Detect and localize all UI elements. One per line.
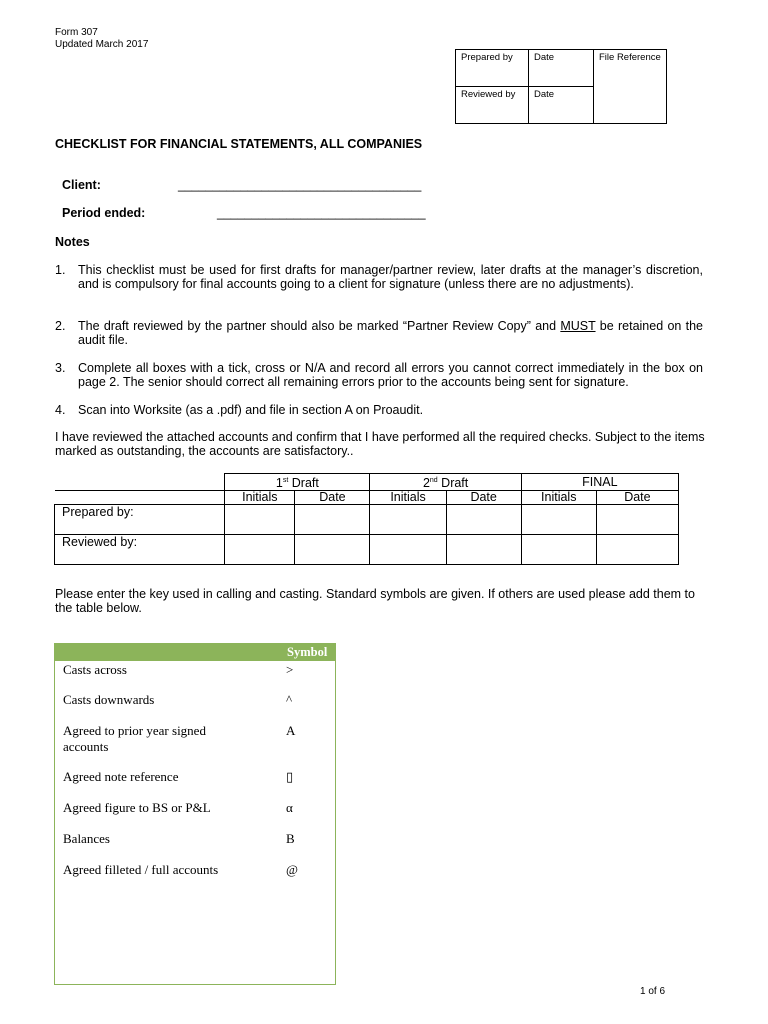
input-cell[interactable] (295, 505, 370, 535)
input-cell[interactable] (370, 505, 446, 535)
note-item (55, 319, 703, 347)
symbol-description: Agreed filleted / full accounts (63, 862, 219, 877)
symbol-glyph: B (286, 831, 295, 846)
header-ordinal: 1 (275, 476, 283, 491)
table-row (55, 535, 679, 565)
initials-header: Initials (370, 491, 446, 505)
key-instructions: Please enter the key used in calling and casting. Standard symbols are given. If others are used please add them to the table below. (55, 587, 695, 615)
note-number: 4. (55, 403, 66, 417)
note-number: 1. (55, 263, 66, 277)
input-cell[interactable] (596, 535, 678, 565)
reviewed-by-label: Reviewed by: (55, 535, 225, 565)
header-label: Draft (437, 476, 469, 491)
symbol-glyph: > (286, 662, 294, 677)
page-number: 1 of 6 (640, 986, 666, 997)
input-cell[interactable] (225, 505, 295, 535)
input-cell[interactable] (225, 535, 295, 565)
symbol-glyph: A (286, 723, 296, 738)
input-cell[interactable] (521, 505, 596, 535)
symbol-description: Agreed to prior year signed accounts (63, 723, 206, 754)
note-text: Scan into Worksite (as a .pdf) and file in section A on Proaudit. (78, 403, 424, 417)
note-item (55, 403, 703, 417)
note-text: Complete all boxes with a tick, cross or N/A and record all errors you cannot correct immediately in the box on page 2. The senior should correct all remaining errors prior to the accounts being sent for signature. (78, 361, 703, 389)
empty-corner-cell (55, 491, 225, 505)
initials-header: Initials (521, 491, 596, 505)
date-header: Date (446, 491, 521, 505)
client-field[interactable]: ___________________________________ (178, 178, 422, 192)
symbol-glyph: α (286, 800, 293, 815)
date-header: Date (295, 491, 370, 505)
note-number: 3. (55, 361, 66, 375)
note-text-part: be retained on the audit file. (78, 319, 703, 347)
symbol-glyph: @ (286, 862, 298, 877)
empty-corner-cell (55, 474, 225, 491)
page-title: CHECKLIST FOR FINANCIAL STATEMENTS, ALL COMPANIES (55, 137, 423, 151)
note-item (55, 263, 703, 291)
form-number: Form 307 (55, 27, 98, 38)
symbol-glyph: ▯ (286, 769, 294, 784)
final-header: FINAL (521, 474, 678, 491)
input-cell[interactable] (446, 535, 521, 565)
initials-header: Initials (225, 491, 295, 505)
input-cell[interactable] (596, 505, 678, 535)
symbol-description: Casts across (63, 662, 127, 677)
symbol-column-header: Symbol (287, 645, 328, 659)
note-text-part: The draft reviewed by the partner should also be marked “Partner Review Copy” and (78, 319, 561, 333)
note-text (78, 319, 703, 347)
input-cell[interactable] (521, 535, 596, 565)
input-cell[interactable] (446, 505, 521, 535)
date-header: Date (596, 491, 678, 505)
header-ordinal-suffix: nd (429, 477, 438, 484)
signoff-box (455, 49, 667, 124)
header-ordinal-suffix: st (282, 477, 289, 484)
client-label: Client: (62, 178, 101, 192)
period-ended-field[interactable]: ______________________________ (217, 206, 426, 220)
signoff-file-reference[interactable]: File Reference (594, 50, 667, 124)
notes-heading: Notes (55, 235, 90, 249)
signoff-date-2[interactable]: Date (529, 87, 594, 124)
drafts-signoff-table (54, 473, 679, 565)
symbol-description: Agreed note reference (63, 769, 179, 784)
first-draft-header (225, 474, 370, 491)
input-cell[interactable] (295, 535, 370, 565)
prepared-by-label: Prepared by: (55, 505, 225, 535)
note-number: 2. (55, 319, 66, 333)
header-label: Draft (288, 476, 319, 491)
symbol-description: Agreed figure to BS or P&L (63, 800, 211, 815)
signoff-reviewed-by[interactable]: Reviewed by (456, 87, 529, 124)
second-draft-header (370, 474, 521, 491)
form-header (55, 27, 148, 51)
input-cell[interactable] (370, 535, 446, 565)
table-row (55, 505, 679, 535)
note-emphasis: MUST (560, 319, 596, 333)
note-text: This checklist must be used for first drafts for manager/partner review, later drafts at the manager’s discretion, and is compulsory for final accounts going to a client for signature (unless there are no adjustments). (78, 263, 703, 291)
symbol-key-table (54, 643, 336, 985)
symbol-description: Casts downwards (63, 692, 155, 707)
period-ended-label: Period ended: (62, 206, 146, 220)
form-updated-date: Updated March 2017 (55, 39, 149, 50)
symbol-description: Balances (63, 831, 110, 846)
confirmation-text: I have reviewed the attached accounts and confirm that I have performed all the required checks. Subject to the items marked as outstanding, the accounts are satisfactory.. (55, 430, 705, 458)
header-ordinal: 2 (422, 476, 430, 491)
symbol-glyph: ^ (286, 692, 293, 707)
symbol-table-header (55, 644, 335, 661)
note-item (55, 361, 703, 389)
signoff-date-1[interactable]: Date (529, 50, 594, 87)
signoff-prepared-by[interactable]: Prepared by (456, 50, 529, 87)
